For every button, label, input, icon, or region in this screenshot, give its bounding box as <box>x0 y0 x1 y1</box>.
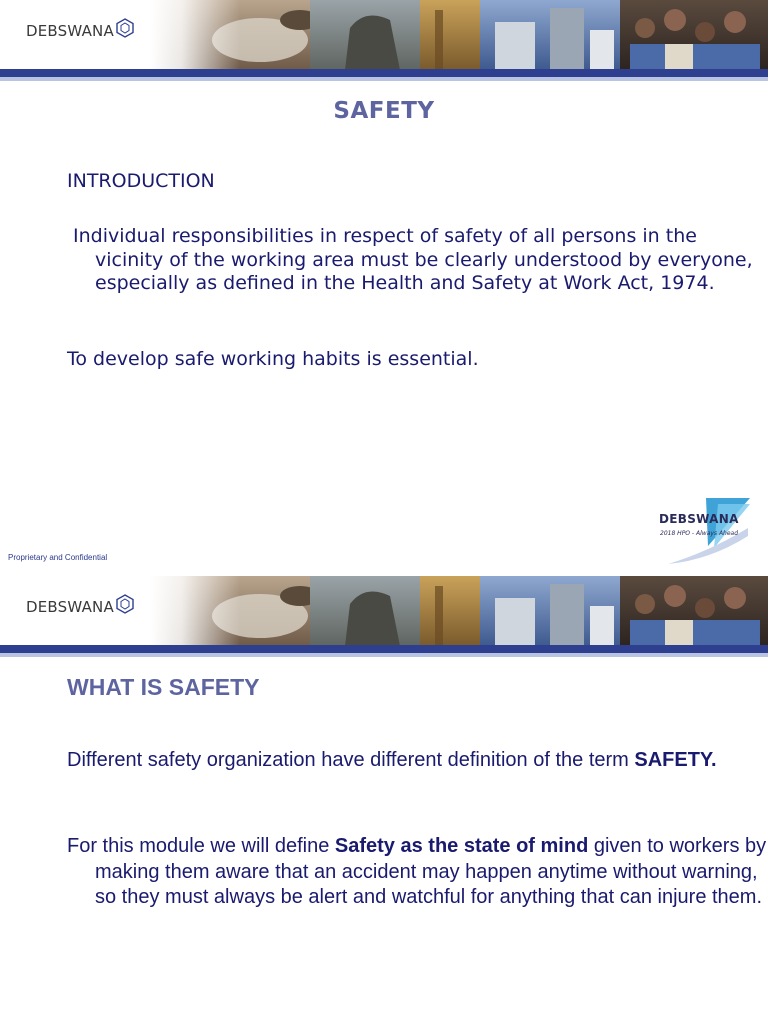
diamond-logo-icon <box>115 594 135 614</box>
state-of-mind-phrase: Safety as the state of mind <box>334 835 589 857</box>
header-rule-light <box>0 77 768 81</box>
slide-header <box>0 0 768 70</box>
slide-title: SAFETY <box>333 98 435 124</box>
slide-title: WHAT IS SAFETY <box>67 674 260 700</box>
banner-photo-collage-icon <box>150 576 768 646</box>
responsibility-paragraph: Individual responsibilities in respect of safety of all persons in the vicinity of the working area must be clearly understood by everyone, especially as defined in the Health and Safety at Work Act, 1974. <box>73 225 753 294</box>
slide-what-is-safety <box>0 576 768 1024</box>
term-safety: SAFETY. <box>634 749 717 771</box>
logo-wordmark: DEBSWANA <box>26 598 114 616</box>
header-logo <box>26 598 135 616</box>
header-photo-banner <box>150 576 768 646</box>
footer-brand-name: DEBSWANA <box>659 512 739 526</box>
module-definition-paragraph: For this module we will define Safety as the state of mind given to workers by making them aware that an accident may happen anytime without warning, so they must always be alert and watchful for anything that can injure them. <box>67 835 767 908</box>
header-photo-banner <box>150 0 768 70</box>
header-rule <box>0 645 768 653</box>
habits-paragraph: To develop safe working habits is essential. <box>67 348 479 370</box>
header-logo <box>26 22 135 40</box>
banner-photo-collage-icon <box>150 0 768 70</box>
header-rule <box>0 69 768 77</box>
definition-paragraph: Different safety organization have different definition of the term SAFETY. <box>67 749 717 771</box>
footer-tagline: 2018 HPO - Always Ahead <box>660 530 739 537</box>
confidentiality-note: Proprietary and Confidential <box>8 553 108 562</box>
slide-header <box>0 576 768 646</box>
logo-wordmark: DEBSWANA <box>26 22 114 40</box>
section-heading: INTRODUCTION <box>67 170 215 192</box>
header-rule-light <box>0 653 768 657</box>
diamond-logo-icon <box>115 18 135 38</box>
